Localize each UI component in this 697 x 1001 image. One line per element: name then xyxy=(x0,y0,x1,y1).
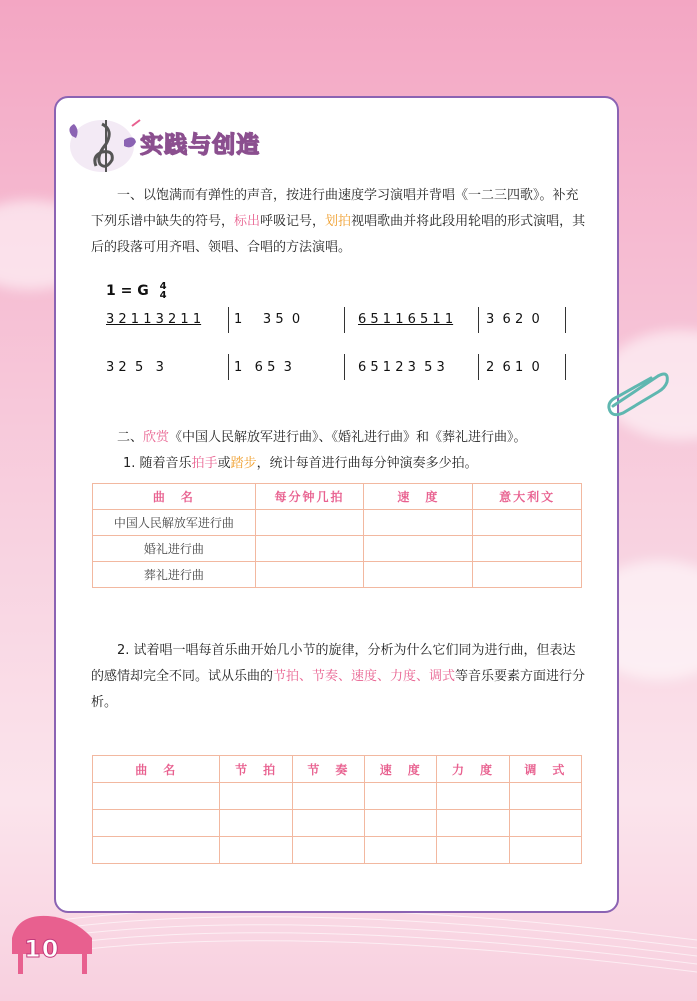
item1-text: ，统计每首进行曲每分钟演奏多少拍。 xyxy=(256,456,478,471)
answer-cell[interactable] xyxy=(473,510,582,536)
score-measure: 3 2 5 3 xyxy=(106,360,164,375)
bar-line xyxy=(478,354,479,380)
answer-cell[interactable] xyxy=(220,810,292,837)
table-row xyxy=(93,510,582,536)
score-measure: 3 6 2 0 xyxy=(486,312,540,327)
answer-cell[interactable] xyxy=(255,562,364,588)
table-header: 节 拍 xyxy=(220,756,292,783)
answer-cell[interactable] xyxy=(437,783,509,810)
table-header: 意大利文 xyxy=(473,484,582,510)
answer-cell[interactable] xyxy=(364,562,473,588)
section2-text: 《中国人民解放军进行曲》、《婚礼进行曲》和《葬礼进行曲》。 xyxy=(169,430,527,445)
bar-line xyxy=(344,307,345,333)
answer-cell[interactable] xyxy=(292,783,364,810)
table-header: 曲 名 xyxy=(93,484,256,510)
item1-text: 或 xyxy=(217,456,231,471)
answer-cell[interactable] xyxy=(255,510,364,536)
bar-line xyxy=(565,307,566,333)
key-label: 1 = G xyxy=(106,283,149,299)
answer-cell[interactable] xyxy=(365,837,437,864)
section1-paragraph xyxy=(91,183,586,261)
answer-cell[interactable] xyxy=(365,810,437,837)
section3-text: 等音乐要素方面进行分析。 xyxy=(91,669,586,710)
bar-line xyxy=(228,354,229,380)
answer-cell[interactable] xyxy=(93,783,220,810)
key-signature xyxy=(106,282,167,300)
bar-line xyxy=(228,307,229,333)
table-header: 力 度 xyxy=(437,756,509,783)
section3-paragraph xyxy=(91,638,586,716)
bar-line xyxy=(478,307,479,333)
score-measure: 6 5 1 1 6 5 1 1 xyxy=(358,312,454,327)
answer-cell[interactable] xyxy=(292,837,364,864)
time-bottom: 4 xyxy=(159,290,167,301)
answer-cell[interactable] xyxy=(437,810,509,837)
section2-item1 xyxy=(123,451,618,477)
time-signature xyxy=(160,282,167,300)
answer-cell[interactable] xyxy=(509,837,581,864)
item1-text: 1. 随着音乐 xyxy=(123,456,192,471)
answer-cell[interactable] xyxy=(364,510,473,536)
score-measure: 2 6 1 0 xyxy=(486,360,540,375)
answer-cell[interactable] xyxy=(509,810,581,837)
highlight-appreciate: 欣赏 xyxy=(143,430,170,445)
bar-line xyxy=(344,354,345,380)
table-row xyxy=(93,837,582,864)
table-header: 速 度 xyxy=(364,484,473,510)
score-measure: 3 2 1 1 3 2 1 1 xyxy=(106,312,202,327)
tempo-table xyxy=(92,483,582,588)
answer-cell[interactable] xyxy=(220,783,292,810)
table-header: 曲 名 xyxy=(93,756,220,783)
section2-text: 二、 xyxy=(117,430,144,445)
highlight-mark: 标出 xyxy=(234,214,261,229)
highlight-clap: 拍手 xyxy=(191,456,218,471)
answer-cell[interactable] xyxy=(93,810,220,837)
table-header: 速 度 xyxy=(365,756,437,783)
table-cell-name: 婚礼进行曲 xyxy=(93,536,256,562)
section-title: 实践与创造 xyxy=(140,132,260,158)
paperclip-icon xyxy=(603,368,673,418)
analysis-table xyxy=(92,755,582,864)
table-row xyxy=(93,783,582,810)
highlight-conduct: 划拍 xyxy=(325,214,352,229)
answer-cell[interactable] xyxy=(365,783,437,810)
score-measure: 1 6 5 3 xyxy=(234,360,292,375)
table-row xyxy=(93,536,582,562)
highlight-elements: 节拍、节奏、速度、力度、调式 xyxy=(273,669,456,684)
table-row xyxy=(93,810,582,837)
answer-cell[interactable] xyxy=(364,536,473,562)
time-top: 4 xyxy=(159,281,167,292)
answer-cell[interactable] xyxy=(473,536,582,562)
table-header: 每分钟几拍 xyxy=(255,484,364,510)
answer-cell[interactable] xyxy=(255,536,364,562)
section2-paragraph xyxy=(91,425,586,451)
table-cell-name: 葬礼进行曲 xyxy=(93,562,256,588)
section1-text: 一、以饱满而有弹性的声音，按进行曲速度学习演唱并背唱《一二三四歌》。补充下列乐谱中缺失的符号， xyxy=(91,188,579,229)
answer-cell[interactable] xyxy=(437,837,509,864)
answer-cell[interactable] xyxy=(220,837,292,864)
answer-cell[interactable] xyxy=(473,562,582,588)
highlight-step: 踏步 xyxy=(230,456,257,471)
bar-line xyxy=(565,354,566,380)
table-row xyxy=(93,562,582,588)
answer-cell[interactable] xyxy=(509,783,581,810)
table-header: 调 式 xyxy=(509,756,581,783)
table-header: 节 奏 xyxy=(292,756,364,783)
answer-cell[interactable] xyxy=(93,837,220,864)
section3-text: 2. 试着唱一唱每首乐曲开始几小节的旋律，分析为什么它们同为进行曲，但表达的感情却完全不同。试从乐曲的 xyxy=(91,643,576,684)
score-measure: 1 3 5 0 xyxy=(234,312,301,327)
table-cell-name: 中国人民解放军进行曲 xyxy=(93,510,256,536)
section1-text: 视唱歌曲并将此段用轮唱的形式演唱，其后的段落可用齐唱、领唱、合唱的方法演唱。 xyxy=(91,214,586,255)
answer-cell[interactable] xyxy=(292,810,364,837)
page-number: 10 xyxy=(24,935,60,963)
score-measure: 6 5 1 2 3 5 3 xyxy=(358,360,445,375)
section1-text: 呼吸记号， xyxy=(260,214,326,229)
